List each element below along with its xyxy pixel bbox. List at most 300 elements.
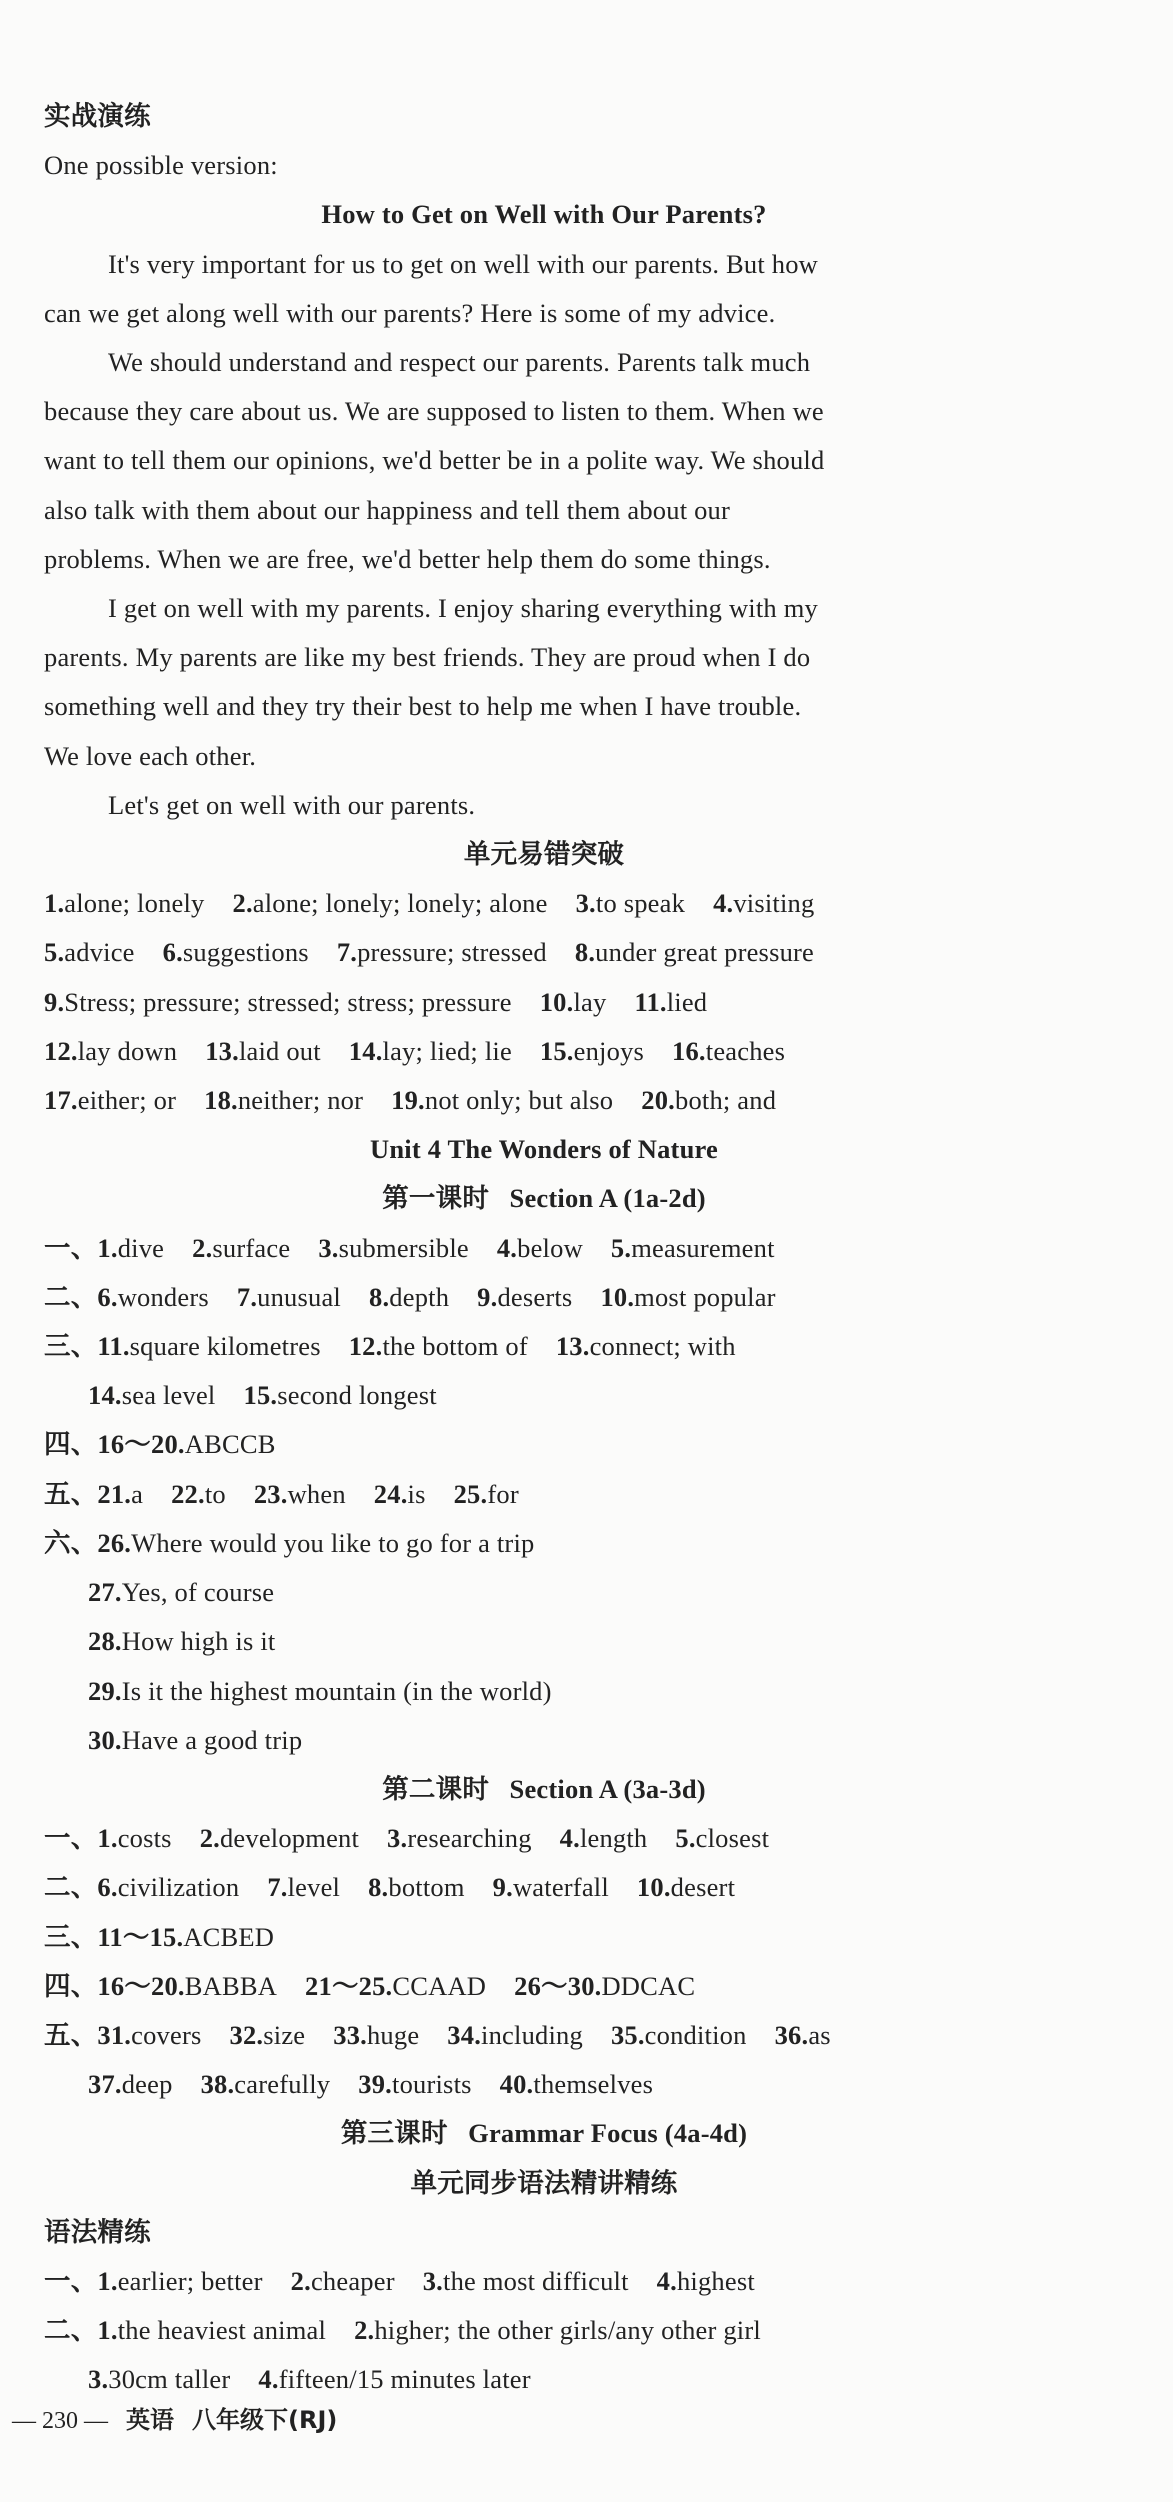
answer-number: 8. bbox=[368, 1872, 389, 1903]
answer-item bbox=[171, 1470, 226, 1519]
answer-item bbox=[44, 879, 205, 928]
answer-text: lay bbox=[573, 986, 607, 1017]
answer-text: laid out bbox=[238, 1035, 321, 1066]
answer-text: DDCAC bbox=[601, 1970, 696, 2001]
answer-number: 3. bbox=[318, 1232, 339, 1263]
answer-item bbox=[88, 1371, 216, 1420]
answer-text: carefully bbox=[234, 2069, 331, 2100]
answer-number: 29. bbox=[88, 1675, 122, 1706]
answer-text: unusual bbox=[257, 1281, 341, 1312]
answer-text: second longest bbox=[277, 1380, 437, 1411]
answer-row bbox=[44, 2257, 1044, 2306]
answer-row bbox=[44, 1568, 1044, 1617]
answer-row bbox=[44, 1617, 1044, 1666]
answer-item bbox=[97, 2011, 201, 2060]
answer-number: 26. bbox=[97, 1527, 132, 1558]
answer-row bbox=[44, 1519, 1044, 1568]
answer-item bbox=[358, 2060, 471, 2109]
answer-text: lay; lied; lie bbox=[382, 1035, 512, 1066]
answer-number: 15. bbox=[243, 1380, 278, 1411]
answer-text: highest bbox=[676, 2265, 755, 2296]
answer-item bbox=[556, 1322, 736, 1371]
answer-text: level bbox=[287, 1872, 341, 1903]
answer-text: 30cm taller bbox=[108, 2364, 231, 2395]
answer-item bbox=[775, 2011, 831, 2060]
answer-item bbox=[387, 1814, 532, 1863]
answer-number: 13. bbox=[555, 1331, 590, 1362]
answer-number: 38. bbox=[200, 2069, 235, 2100]
answer-text: deep bbox=[121, 2069, 173, 2100]
answer-number: 2. bbox=[290, 2265, 311, 2296]
answer-text: lay down bbox=[77, 1035, 178, 1066]
answer-number: 22. bbox=[171, 1478, 205, 1509]
page-content bbox=[44, 92, 1044, 2405]
answer-item bbox=[88, 1667, 552, 1716]
answer-row bbox=[44, 1814, 1044, 1863]
answer-item bbox=[97, 1224, 164, 1273]
answer-number: 6. bbox=[162, 937, 183, 968]
answer-number: 40. bbox=[499, 2069, 534, 2100]
answer-item bbox=[97, 1420, 275, 1469]
section-number: 一、 bbox=[44, 1232, 98, 1264]
answer-text: sea level bbox=[121, 1380, 216, 1411]
answer-text: cheaper bbox=[310, 2265, 395, 2296]
answer-number: 5. bbox=[675, 1823, 696, 1854]
answer-item bbox=[254, 1470, 346, 1519]
answer-item bbox=[44, 1076, 176, 1125]
answer-text: under great pressure bbox=[595, 937, 815, 968]
answer-item bbox=[204, 1076, 363, 1125]
essay-line: We should understand and respect our parents. Parents talk much bbox=[108, 347, 811, 378]
answer-number: 39. bbox=[358, 2069, 392, 2100]
answer-text: alone; lonely; lonely; alone bbox=[252, 888, 548, 919]
answer-number: 3. bbox=[387, 1823, 408, 1854]
answer-number: 13. bbox=[205, 1035, 239, 1066]
page-footer bbox=[12, 2400, 337, 2435]
essay-line: We love each other. bbox=[44, 740, 257, 771]
answer-text: dive bbox=[117, 1232, 165, 1263]
answer-number: 10. bbox=[539, 986, 574, 1017]
lesson-title-en: Grammar Focus (4a-4d) bbox=[468, 2118, 748, 2149]
answer-row bbox=[44, 1470, 1044, 1519]
answer-number: 4. bbox=[656, 2265, 677, 2296]
answer-text: teaches bbox=[705, 1035, 786, 1066]
answer-text: closest bbox=[695, 1823, 770, 1854]
answer-text: enjoys bbox=[573, 1035, 645, 1066]
answer-row bbox=[44, 978, 1044, 1027]
answer-text: most popular bbox=[634, 1281, 776, 1312]
answer-text: development bbox=[219, 1823, 360, 1854]
answer-number: 30. bbox=[88, 1724, 122, 1755]
answer-number: 7. bbox=[336, 937, 358, 968]
answer-number: 16～20. bbox=[97, 1970, 185, 2001]
answer-item bbox=[493, 1863, 609, 1912]
answer-number: 32. bbox=[229, 2019, 264, 2050]
answer-number: 4. bbox=[258, 2364, 279, 2395]
answer-item bbox=[641, 1076, 776, 1125]
answer-text: bottom bbox=[388, 1872, 465, 1903]
lesson-title-en: Section A (1a-2d) bbox=[509, 1183, 706, 1214]
answer-row bbox=[44, 1224, 1044, 1273]
answer-item bbox=[333, 2011, 419, 2060]
answer-number: 10. bbox=[636, 1872, 671, 1903]
answer-text: measurement bbox=[631, 1232, 775, 1263]
answer-number: 20. bbox=[641, 1085, 675, 1116]
answer-number: 15. bbox=[539, 1035, 574, 1066]
answer-item bbox=[600, 1273, 775, 1322]
answer-text: Is it the highest mountain (in the world) bbox=[121, 1675, 552, 1706]
answer-number: 11～15. bbox=[97, 1921, 184, 1952]
section-number: 二、 bbox=[44, 1281, 98, 1313]
answer-text: the bottom of bbox=[382, 1331, 528, 1362]
answer-text: as bbox=[808, 2019, 831, 2050]
essay-line: want to tell them our opinions, we'd better be in a polite way. We should bbox=[44, 445, 825, 476]
lesson-title bbox=[44, 1765, 1044, 1814]
answer-row bbox=[44, 1027, 1044, 1076]
answer-item bbox=[97, 1863, 239, 1912]
answer-number: 11. bbox=[97, 1331, 130, 1362]
answer-row bbox=[44, 2355, 1044, 2404]
answer-item bbox=[349, 1322, 528, 1371]
answer-item bbox=[97, 1470, 143, 1519]
answer-text: is bbox=[407, 1478, 426, 1509]
answer-item bbox=[44, 1027, 177, 1076]
answer-text: lied bbox=[666, 986, 708, 1017]
answer-text: connect; with bbox=[589, 1331, 736, 1362]
answer-item bbox=[291, 2257, 395, 2306]
answer-item bbox=[500, 2060, 653, 2109]
answer-row bbox=[44, 2060, 1044, 2109]
answer-text: advice bbox=[64, 937, 135, 968]
answer-number: 26～30. bbox=[514, 1970, 602, 2001]
answer-row bbox=[44, 1913, 1044, 1962]
answer-item bbox=[258, 2355, 530, 2404]
version-label: One possible version: bbox=[44, 150, 278, 181]
answer-number: 17. bbox=[44, 1085, 78, 1116]
answer-text: either; or bbox=[77, 1085, 177, 1116]
answer-text: Have a good trip bbox=[121, 1724, 303, 1755]
answer-text: to speak bbox=[595, 888, 686, 919]
answer-number: 2. bbox=[232, 888, 253, 919]
answer-row bbox=[44, 1667, 1044, 1716]
answer-text: the heaviest animal bbox=[117, 2315, 327, 2346]
answer-item bbox=[244, 1371, 437, 1420]
answer-item bbox=[634, 978, 707, 1027]
answer-text: for bbox=[487, 1478, 519, 1509]
lesson-title-en: Section A (3a-3d) bbox=[509, 1773, 706, 1804]
answer-text: depth bbox=[389, 1281, 450, 1312]
answer-text: condition bbox=[644, 2019, 747, 2050]
answer-item bbox=[44, 928, 135, 977]
answer-row bbox=[44, 1420, 1044, 1469]
essay-line: I get on well with my parents. I enjoy sharing everything with my bbox=[108, 593, 818, 624]
answer-row bbox=[44, 1716, 1044, 1765]
answer-number: 1. bbox=[97, 2265, 118, 2296]
answer-number: 28. bbox=[88, 1626, 122, 1657]
answer-item bbox=[497, 1224, 583, 1273]
practice-heading: 实战演练 bbox=[44, 101, 151, 132]
answer-item bbox=[97, 1273, 208, 1322]
answer-item bbox=[447, 2011, 583, 2060]
answer-item bbox=[575, 928, 814, 977]
answer-item bbox=[560, 1814, 648, 1863]
answer-number: 3. bbox=[422, 2265, 444, 2296]
essay-line: parents. My parents are like my best friends. They are proud when I do bbox=[44, 642, 811, 673]
answer-item bbox=[97, 1814, 171, 1863]
answer-item bbox=[230, 2011, 306, 2060]
grammar-practice-heading: 语法精练 bbox=[44, 2216, 151, 2248]
answer-row bbox=[44, 928, 1044, 977]
answer-text: both; and bbox=[675, 1085, 777, 1116]
answer-text: when bbox=[287, 1478, 346, 1509]
answer-item bbox=[713, 879, 814, 928]
answer-text: neither; nor bbox=[237, 1085, 364, 1116]
answer-number: 16. bbox=[672, 1035, 706, 1066]
answer-item bbox=[369, 1273, 449, 1322]
answer-item bbox=[368, 1863, 465, 1912]
answer-text: a bbox=[131, 1478, 144, 1509]
answer-text: alone; lonely bbox=[64, 888, 205, 919]
answer-text: How high is it bbox=[121, 1626, 276, 1657]
answer-item bbox=[354, 2306, 761, 2355]
essay-line: something well and they try their best to help me when I have trouble. bbox=[44, 691, 802, 722]
answer-item bbox=[88, 1568, 274, 1617]
answer-text: wonders bbox=[117, 1281, 209, 1312]
answer-number: 7. bbox=[267, 1872, 288, 1903]
essay-title: How to Get on Well with Our Parents? bbox=[321, 199, 767, 230]
answer-text: length bbox=[579, 1823, 648, 1854]
answer-number: 31. bbox=[97, 2019, 132, 2050]
section-number: 五、 bbox=[44, 1478, 98, 1510]
answer-number: 9. bbox=[44, 986, 65, 1017]
answer-item bbox=[97, 1962, 277, 2011]
answer-number: 34. bbox=[447, 2019, 482, 2050]
answer-number: 4. bbox=[496, 1232, 518, 1263]
essay-line: It's very important for us to get on well with our parents. But how bbox=[108, 248, 819, 279]
answer-row bbox=[44, 1322, 1044, 1371]
answer-number: 11. bbox=[634, 986, 667, 1017]
answer-item bbox=[200, 1814, 359, 1863]
answer-item bbox=[337, 928, 547, 977]
sub-title: 单元同步语法精讲精练 bbox=[410, 2167, 678, 2199]
section-title: 单元易错突破 bbox=[463, 839, 625, 871]
grade-label: 八年级下(RJ) bbox=[192, 2406, 338, 2434]
answer-item bbox=[97, 1322, 320, 1371]
answer-text: huge bbox=[366, 2019, 420, 2050]
answer-row bbox=[44, 879, 1044, 928]
answer-number: 3. bbox=[88, 2364, 109, 2395]
answer-text: suggestions bbox=[182, 937, 309, 968]
answer-text: to bbox=[204, 1478, 226, 1509]
answer-number: 24. bbox=[373, 1478, 408, 1509]
answer-number: 1. bbox=[97, 1232, 118, 1263]
answer-item bbox=[672, 1027, 785, 1076]
answer-text: deserts bbox=[497, 1281, 573, 1312]
answer-row bbox=[44, 2306, 1044, 2355]
section-number: 三、 bbox=[44, 1921, 98, 1953]
answer-number: 2. bbox=[192, 1232, 213, 1263]
answer-number: 35. bbox=[610, 2019, 645, 2050]
answer-number: 21. bbox=[97, 1478, 132, 1509]
lesson-title-cn: 第二课时 bbox=[382, 1773, 490, 1805]
answer-text: below bbox=[517, 1232, 583, 1263]
answer-text: ABCCB bbox=[184, 1429, 276, 1460]
section-number: 四、 bbox=[44, 1429, 98, 1461]
answer-text: researching bbox=[407, 1823, 532, 1854]
answer-number: 37. bbox=[88, 2069, 122, 2100]
lesson-title-cn: 第一课时 bbox=[382, 1183, 490, 1215]
answer-item bbox=[637, 1863, 735, 1912]
answer-number: 2. bbox=[354, 2315, 375, 2346]
answer-text: CCAAD bbox=[392, 1970, 487, 2001]
answer-item bbox=[233, 879, 548, 928]
answer-number: 3. bbox=[575, 888, 596, 919]
answer-item bbox=[205, 1027, 321, 1076]
answer-text: including bbox=[481, 2019, 583, 2050]
answer-text: BABBA bbox=[184, 1970, 278, 2001]
answer-row bbox=[44, 1371, 1044, 1420]
answer-number: 36. bbox=[774, 2019, 809, 2050]
answer-number: 9. bbox=[492, 1872, 513, 1903]
section-number: 二、 bbox=[44, 1872, 98, 1904]
answer-text: not only; but also bbox=[424, 1085, 614, 1116]
answer-number: 4. bbox=[713, 888, 734, 919]
answer-item bbox=[267, 1863, 340, 1912]
answer-text: earlier; better bbox=[117, 2265, 263, 2296]
answer-text: themselves bbox=[533, 2069, 654, 2100]
answer-number: 14. bbox=[348, 1035, 383, 1066]
answer-text: tourists bbox=[392, 2069, 472, 2100]
answer-number: 9. bbox=[477, 1281, 498, 1312]
answer-text: Yes, of course bbox=[121, 1577, 275, 1608]
answer-number: 16～20. bbox=[97, 1429, 185, 1460]
answer-item bbox=[88, 2060, 173, 2109]
answer-text: desert bbox=[670, 1872, 736, 1903]
answer-row bbox=[44, 2011, 1044, 2060]
answer-number: 8. bbox=[574, 937, 596, 968]
answer-number: 1. bbox=[97, 1823, 118, 1854]
unit-title: Unit 4 The Wonders of Nature bbox=[370, 1134, 718, 1165]
answer-number: 8. bbox=[369, 1281, 390, 1312]
answer-number: 18. bbox=[204, 1085, 238, 1116]
answer-item bbox=[97, 1519, 534, 1568]
answer-item bbox=[454, 1470, 519, 1519]
answer-number: 21～25. bbox=[305, 1970, 393, 2001]
answer-item bbox=[44, 978, 512, 1027]
answer-row bbox=[44, 1273, 1044, 1322]
answer-text: fifteen/15 minutes later bbox=[278, 2364, 531, 2395]
answer-item bbox=[237, 1273, 341, 1322]
answer-number: 23. bbox=[253, 1478, 288, 1509]
answer-item bbox=[391, 1076, 613, 1125]
section-number: 一、 bbox=[44, 1823, 98, 1855]
lesson-title bbox=[44, 1174, 1044, 1223]
answer-text: civilization bbox=[117, 1872, 240, 1903]
answer-number: 1. bbox=[97, 2315, 118, 2346]
answer-text: size bbox=[263, 2019, 306, 2050]
answer-text: pressure; stressed bbox=[357, 937, 547, 968]
answer-text: submersible bbox=[338, 1232, 469, 1263]
answer-text: surface bbox=[212, 1232, 291, 1263]
answer-item bbox=[88, 1716, 302, 1765]
essay-line: Let's get on well with our parents. bbox=[108, 789, 476, 820]
answer-number: 6. bbox=[97, 1872, 118, 1903]
lesson-title-cn: 第三课时 bbox=[340, 2118, 448, 2150]
answer-row bbox=[44, 1863, 1044, 1912]
answer-text: ACBED bbox=[183, 1921, 275, 1952]
answer-number: 7. bbox=[236, 1281, 258, 1312]
answer-item bbox=[540, 978, 607, 1027]
answer-row bbox=[44, 1962, 1044, 2011]
section-number: 二、 bbox=[44, 2315, 98, 2347]
essay-line: also talk with them about our happiness and tell them about our bbox=[44, 494, 731, 525]
answer-text: higher; the other girls/any other girl bbox=[374, 2315, 761, 2346]
answer-number: 25. bbox=[453, 1478, 488, 1509]
answer-item bbox=[88, 1617, 275, 1666]
answer-item bbox=[163, 928, 309, 977]
answer-number: 14. bbox=[88, 1380, 122, 1411]
answer-text: costs bbox=[117, 1823, 172, 1854]
subject-label: 英语 bbox=[126, 2406, 174, 2434]
answer-item bbox=[423, 2257, 629, 2306]
answer-item bbox=[97, 2306, 326, 2355]
answer-item bbox=[318, 1224, 469, 1273]
answer-item bbox=[374, 1470, 426, 1519]
answer-item bbox=[540, 1027, 644, 1076]
answer-number: 2. bbox=[199, 1823, 220, 1854]
answer-text: Stress; pressure; stressed; stress; pressure bbox=[64, 986, 512, 1017]
answer-item bbox=[192, 1224, 290, 1273]
answer-number: 19. bbox=[391, 1085, 425, 1116]
answer-item bbox=[88, 2355, 230, 2404]
answer-number: 12. bbox=[44, 1035, 78, 1066]
answer-text: visiting bbox=[733, 888, 815, 919]
answer-number: 33. bbox=[333, 2019, 367, 2050]
section-number: 五、 bbox=[44, 2019, 98, 2051]
page-number: — 230 — bbox=[12, 2408, 108, 2434]
answer-row bbox=[44, 1076, 1044, 1125]
answer-item bbox=[611, 1224, 775, 1273]
answer-text: waterfall bbox=[512, 1872, 609, 1903]
answer-item bbox=[201, 2060, 331, 2109]
answer-text: covers bbox=[131, 2019, 202, 2050]
answer-number: 5. bbox=[610, 1232, 632, 1263]
section-number: 三、 bbox=[44, 1331, 98, 1363]
answer-text: square kilometres bbox=[129, 1331, 321, 1362]
essay-line: problems. When we are free, we'd better help them do some things. bbox=[44, 543, 771, 574]
answer-item bbox=[611, 2011, 747, 2060]
answer-number: 27. bbox=[88, 1577, 122, 1608]
answer-item bbox=[675, 1814, 769, 1863]
answer-item bbox=[97, 1913, 274, 1962]
essay-line: can we get along well with our parents? Here is some of my advice. bbox=[44, 297, 776, 328]
answer-text: Where would you like to go for a trip bbox=[131, 1527, 535, 1558]
answer-number: 10. bbox=[600, 1281, 635, 1312]
section-number: 四、 bbox=[44, 1970, 98, 2002]
answer-item bbox=[657, 2257, 755, 2306]
answer-text: the most difficult bbox=[443, 2265, 629, 2296]
section-number: 一、 bbox=[44, 2265, 98, 2297]
answer-item bbox=[576, 879, 685, 928]
answer-number: 5. bbox=[44, 937, 65, 968]
answer-number: 12. bbox=[348, 1331, 383, 1362]
answer-item bbox=[349, 1027, 512, 1076]
answer-number: 1. bbox=[44, 888, 65, 919]
answer-item bbox=[97, 2257, 262, 2306]
answer-item bbox=[514, 1962, 695, 2011]
answer-number: 4. bbox=[559, 1823, 580, 1854]
section-number: 六、 bbox=[44, 1527, 98, 1559]
